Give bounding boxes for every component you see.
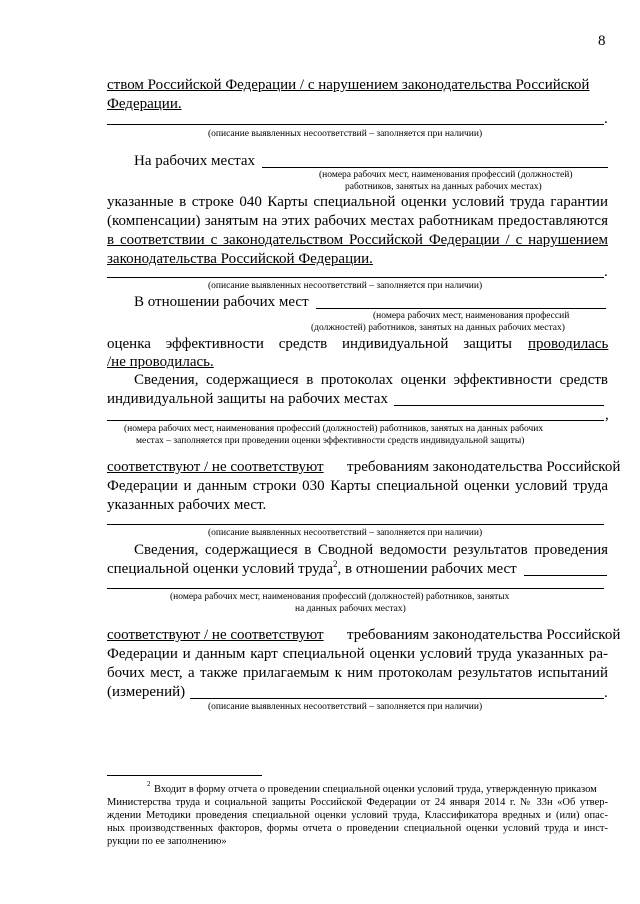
- footnote-line2: Министерства труда и социальной защиты Российской Федерации от 24 января 2014 г. № 33н «Об утвер-: [107, 797, 608, 808]
- p2-blank-line[interactable]: [107, 277, 604, 278]
- p5-line6: (измерений): [107, 684, 186, 700]
- footnote-ref[interactable]: 2: [333, 559, 338, 569]
- p2-line4: законодательства Российской Федерации.: [107, 251, 373, 267]
- p5-line4: Федерации и данным карт специальной оценки условий труда указанных ра-: [107, 646, 608, 662]
- p2-line1: указанные в строке 040 Карты специальной оценки условий труда гарантии: [107, 194, 608, 210]
- p2-lead: На рабочих местах: [134, 153, 256, 169]
- p2-workplaces-line[interactable]: [262, 167, 608, 168]
- p4-workplaces-line-1[interactable]: [394, 405, 604, 406]
- footnote-line1: Входит в форму отчета о проведении специальной оценки условий труда, утвержденную приказом: [154, 784, 597, 795]
- p5-line1: Сведения, содержащиеся в Сводной ведомости результатов проведения: [134, 542, 608, 558]
- p3-caption1: (номера рабочих мест, наименования профессий: [373, 311, 570, 321]
- p4-caption1: (номера рабочих мест, наименования профессий (должностей) работников, занятых на данных рабочих: [124, 424, 544, 434]
- p1-blank-line[interactable]: [107, 124, 604, 125]
- p4-line3-underlined: соответствуют / не соответствуют: [107, 459, 324, 475]
- p4-line3: требованиям законодательства Российской: [347, 459, 621, 475]
- p2-line2: (компенсации) занятым на этих рабочих местах работникам предоставляются: [107, 213, 608, 229]
- p5-line2: [107, 560, 517, 579]
- p1-blank-end: .: [604, 111, 608, 127]
- p4-workplaces-line-2[interactable]: [107, 420, 604, 421]
- p4-line1: Сведения, содержащиеся в протоколах оценки эффективности средств: [134, 372, 608, 388]
- p5-blank-line[interactable]: [190, 698, 604, 699]
- p4-blank-line[interactable]: [107, 524, 604, 525]
- p3-line1-underlined: проводилась: [528, 336, 609, 352]
- p3-workplaces-line[interactable]: [316, 308, 606, 309]
- p1-caption: (описание выявленных несоответствий – заполняется при наличии): [208, 129, 483, 139]
- p5-line3: требованиям законодательства Российской: [347, 627, 621, 643]
- footnote-separator: [107, 775, 262, 776]
- p5-workplaces-line-2[interactable]: [107, 588, 604, 589]
- p3-line1: оценка эффективности средств индивидуальной защиты: [107, 336, 512, 352]
- p4-caption2: местах – заполняется при проведении оценки эффективности средств индивидуальной защиты): [136, 436, 525, 446]
- page-number: 8: [598, 33, 606, 49]
- footnote-line3: ждении Методики проведения специальной оценки условий труда, Классификатора вредных и (или) опас-: [107, 810, 608, 821]
- p4-blank-end: ,: [605, 407, 609, 423]
- p3-line2: /не проводилась.: [107, 354, 214, 370]
- p2-caption2: работников, занятых на данных рабочих местах): [345, 182, 542, 192]
- p1-line1: ством Российской Федерации / с нарушением законодательства Российской: [107, 77, 590, 93]
- p4-line5: указанных рабочих мест.: [107, 497, 267, 513]
- p2-caption3: (описание выявленных несоответствий – заполняется при наличии): [208, 281, 483, 291]
- p5-blank-end: .: [604, 685, 608, 701]
- p2-line3: в соответствии с законодательством Российской Федерации / с нарушением: [107, 232, 608, 248]
- p4-line2: индивидуальной защиты на рабочих местах: [107, 391, 388, 407]
- p5-line5: бочих мест, а также прилагаемым к ним протоколам результатов испытаний: [107, 665, 608, 681]
- p4-caption3: (описание выявленных несоответствий – заполняется при наличии): [208, 528, 483, 538]
- p5-line3-underlined: соответствуют / не соответствуют: [107, 627, 324, 643]
- p4-line4: Федерации и данным строки 030 Карты специальной оценки условий труда: [107, 478, 608, 494]
- p5-caption1: (номера рабочих мест, наименования профессий (должностей) работников, занятых: [170, 592, 510, 602]
- p1-line2: Федерации.: [107, 96, 182, 112]
- p3-lead: В отношении рабочих мест: [134, 294, 309, 310]
- p5-line2-text: специальной оценки условий труда: [107, 561, 334, 577]
- footnote-mark: 2: [147, 780, 151, 788]
- p2-blank-end: .: [604, 264, 608, 280]
- p5-line2-text-b: , в отношении рабочих мест: [337, 561, 517, 577]
- p3-caption2: (должностей) работников, занятых на данных рабочих местах): [311, 323, 565, 333]
- p5-caption2: на данных рабочих местах): [295, 604, 406, 614]
- footnote-line4: ных производственных факторов, формы отчета о проведении специальной оценки условий труда и инст-: [107, 823, 608, 834]
- footnote-line5: рукции по ее заполнению»: [107, 836, 227, 847]
- p2-caption1: (номера рабочих мест, наименования профессий (должностей): [319, 170, 573, 180]
- p5-caption3: (описание выявленных несоответствий – заполняется при наличии): [208, 702, 483, 712]
- p5-workplaces-line-1[interactable]: [524, 575, 607, 576]
